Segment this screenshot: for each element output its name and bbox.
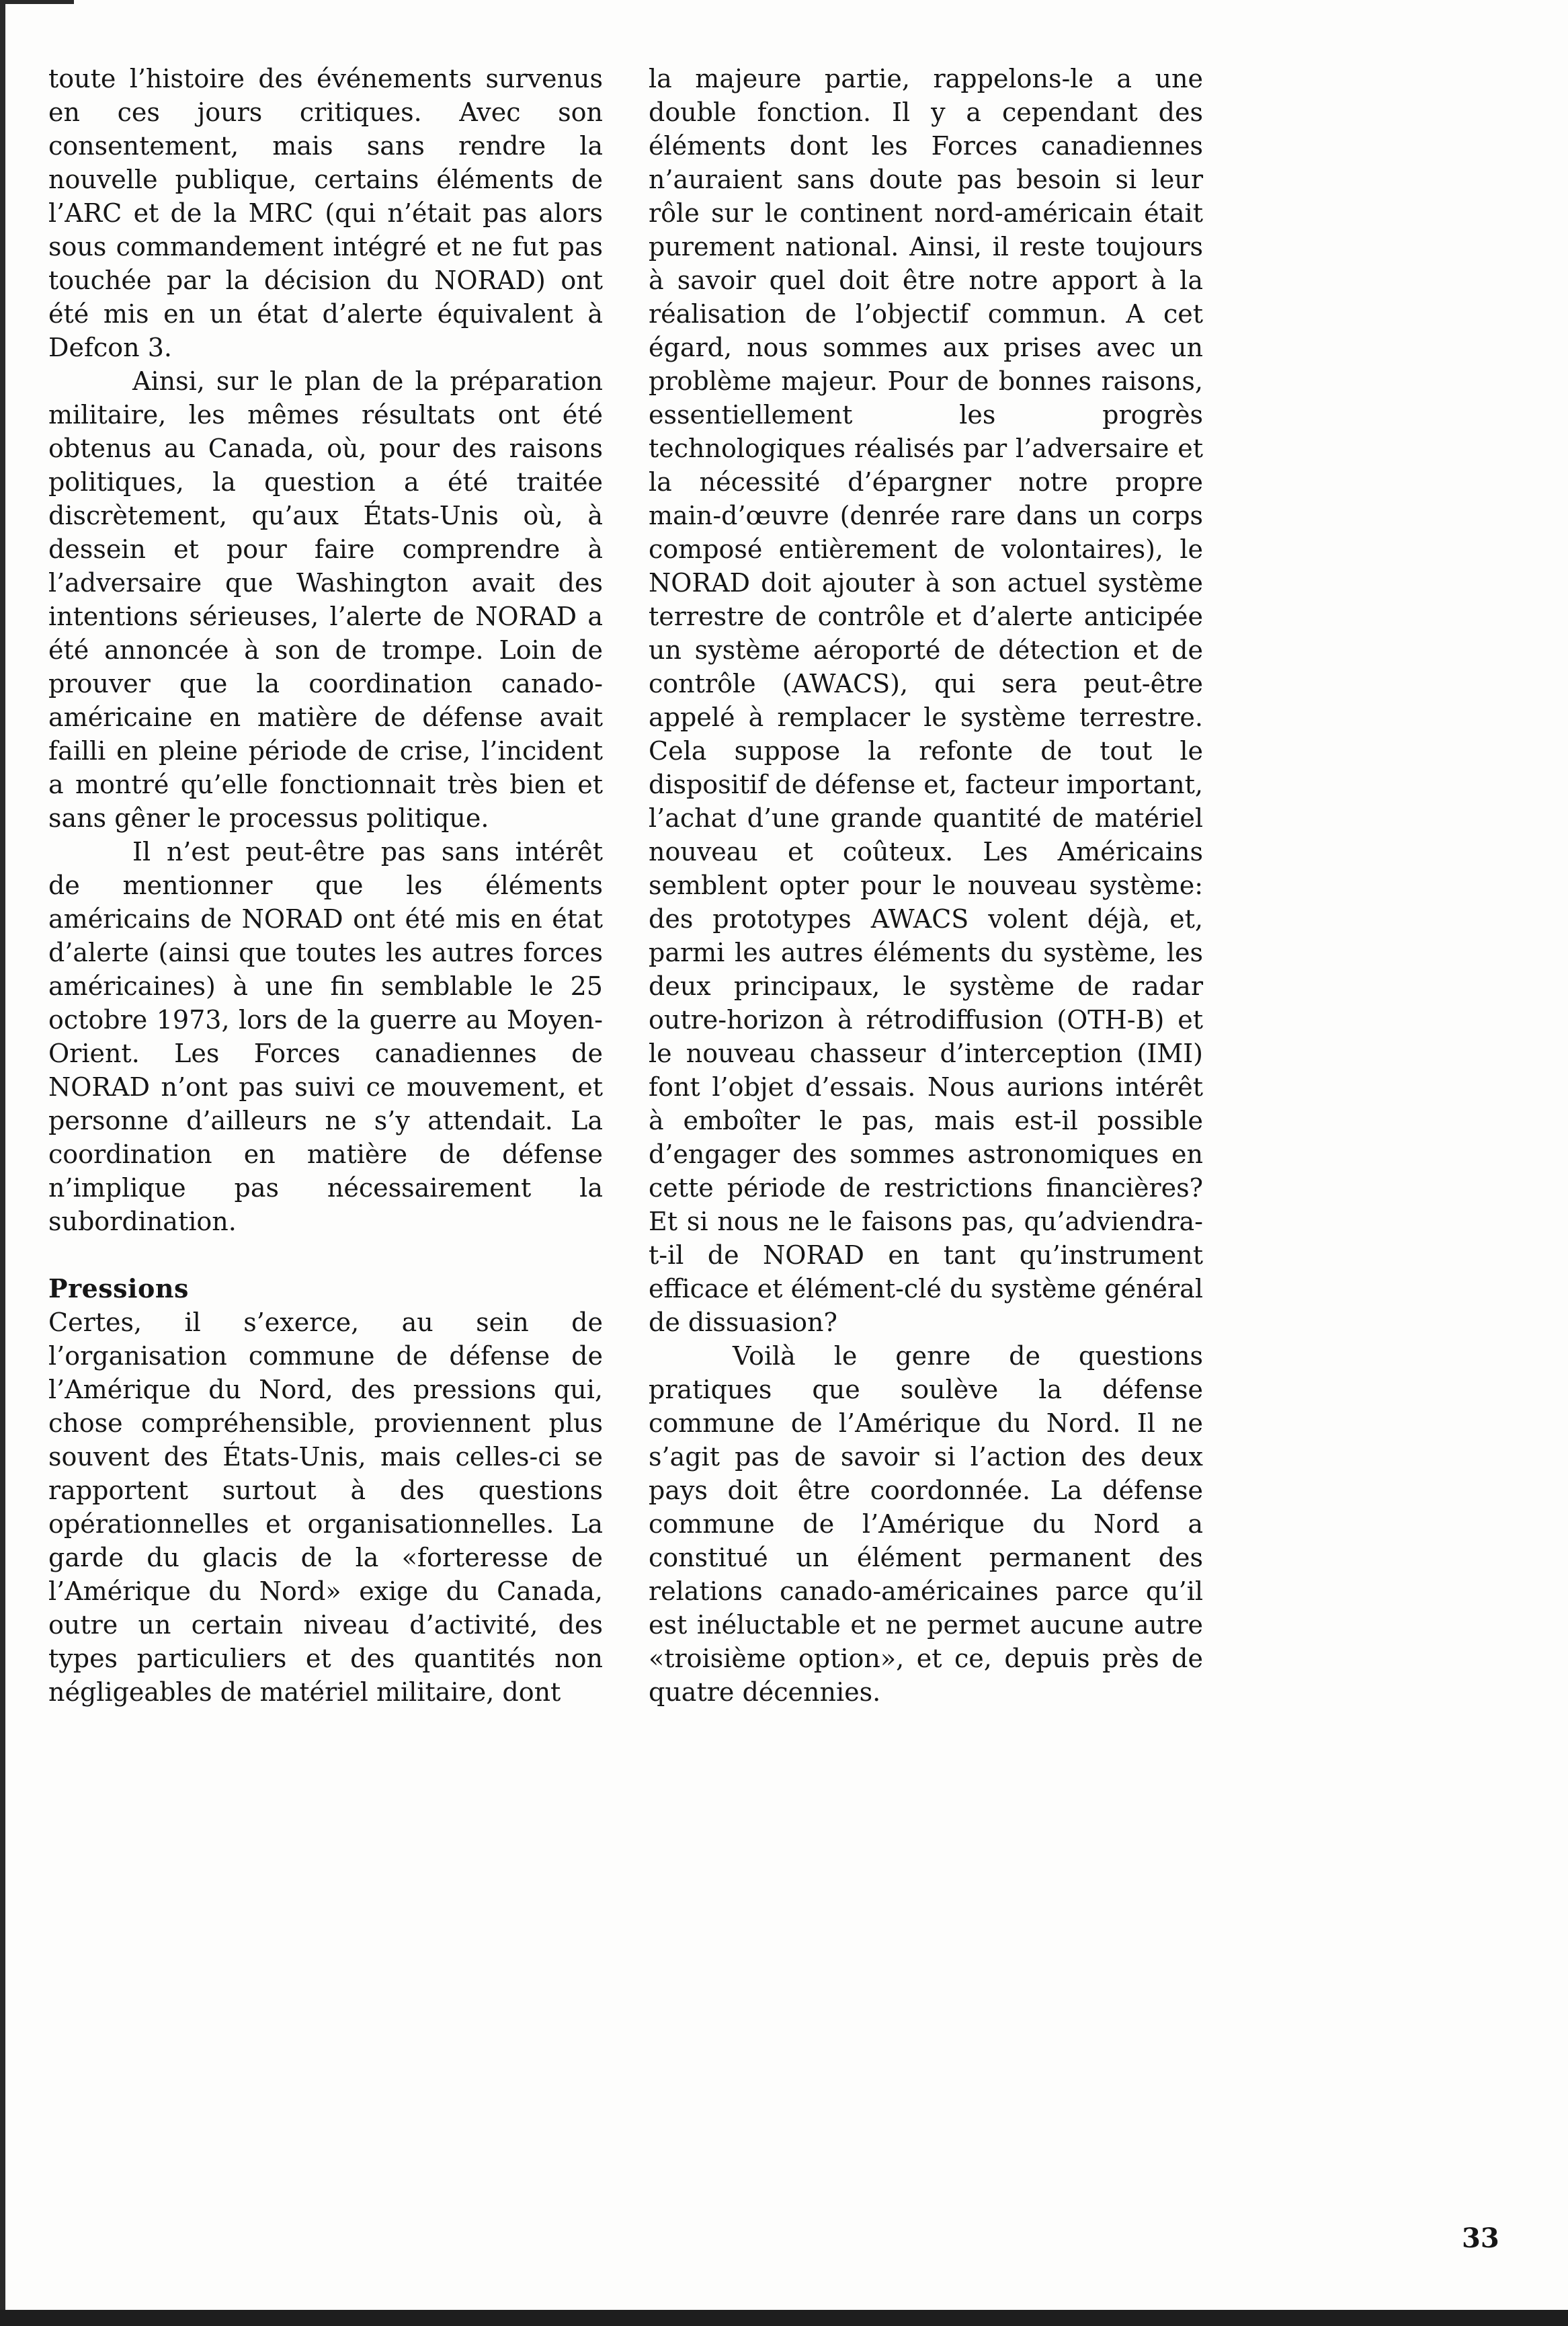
- page-number: 33: [1462, 2222, 1499, 2254]
- section-heading-pressions: Pressions: [48, 1273, 189, 1304]
- scan-border-bottom: [0, 2310, 1568, 2326]
- left-paragraph-2: Ainsi, sur le plan de la préparation militaire, les mêmes résultats ont été obtenus au Canada, où, pour des raisons politiques, la question a été traitée discrètement, qu’aux États-Unis où, à dessein et pour faire comprendre à l’adversaire que Washington avait des intentions sérieuses, l’alerte de NORAD a été annoncée à son de trompe. Loin de prouver que la coordination canado-américaine en matière de défense avait failli en pleine période de crise, l’incident a montré qu’elle fonctionnait très bien et sans gêner le processus politique.: [48, 366, 603, 833]
- left-paragraph-4: Certes, il s’exerce, au sein de l’organisation commune de défense de l’Amérique du Nord, des pressions qui, chose compréhensible, proviennent plus souvent des États-Unis, mais celles-ci se rapportent surtout à des questions opérationnelles et organisationnelles. La garde du glacis de la «forteresse de l’Amérique du Nord» exige du Canada, outre un certain niveau d’activité, des types particuliers et des quantités non négligeables de matériel militaire, dont: [48, 1308, 603, 1707]
- right-column: [649, 62, 1203, 1709]
- scan-border-top: [0, 0, 74, 4]
- scan-border-left: [0, 0, 5, 2326]
- left-paragraph-1: toute l’histoire des événements survenus en ces jours critiques. Avec son consentement, mais sans rendre la nouvelle publique, certains éléments de l’ARC et de la MRC (qui n’était pas alors sous commandement intégré et ne fut pas touchée par la décision du NORAD) ont été mis en un état d’alerte équivalent à Defcon 3.: [48, 64, 603, 362]
- left-column: [48, 62, 603, 1709]
- left-paragraph-3: Il n’est peut-être pas sans intérêt de mentionner que les éléments américains de NORAD ont été mis en état d’alerte (ainsi que toutes les autres forces américaines) à une fin semblable le 25 octobre 1973, lors de la guerre au Moyen-Orient. Les Forces canadiennes de NORAD n’ont pas suivi ce mouvement, et personne d’ailleurs ne s’y attendait. La coordination en matière de défense n’implique pas nécessairement la subordination.: [48, 837, 603, 1236]
- right-paragraph-1: la majeure partie, rappelons-le a une double fonction. Il y a cependant des éléments dont les Forces canadiennes n’auraient sans doute pas besoin si leur rôle sur le continent nord-américain était purement national. Ainsi, il reste toujours à savoir quel doit être notre apport à la réalisation de l’objectif commun. A cet égard, nous sommes aux prises avec un problème majeur. Pour de bonnes raisons, essentiellement les progrès technologiques réalisés par l’adversaire et la nécessité d’épargner notre propre main-d’œuvre (denrée rare dans un corps composé entièrement de volontaires), le NORAD doit ajouter à son actuel système terrestre de contrôle et d’alerte anticipée un système aéroporté de détection et de contrôle (AWACS), qui sera peut-être appelé à remplacer le système terrestre. Cela suppose la refonte de tout le dispositif de défense et, facteur important, l’achat d’une grande quantité de matériel nouveau et coûteux. Les Américains semblent opter pour le nouveau système: des prototypes AWACS volent déjà, et, parmi les autres éléments du système, les deux principaux, le système de radar outre-horizon à rétrodiffusion (OTH-B) et le nouveau chasseur d’interception (IMI) font l’objet d’essais. Nous aurions intérêt à emboîter le pas, mais est-il possible d’engager des sommes astronomiques en cette période de restrictions financières? Et si nous ne le faisons pas, qu’adviendra-t-il de NORAD en tant qu’instrument efficace et élément-clé du système général de dissuasion?: [649, 64, 1203, 1337]
- right-paragraph-2: Voilà le genre de questions pratiques que soulève la défense commune de l’Amérique du Nord. Il ne s’agit pas de savoir si l’action des deux pays doit être coordonnée. La défense commune de l’Amérique du Nord a constitué un élément permanent des relations canado-américaines parce qu’il est inéluctable et ne permet aucune autre «troisième option», et ce, depuis près de quatre décennies.: [649, 1341, 1203, 1707]
